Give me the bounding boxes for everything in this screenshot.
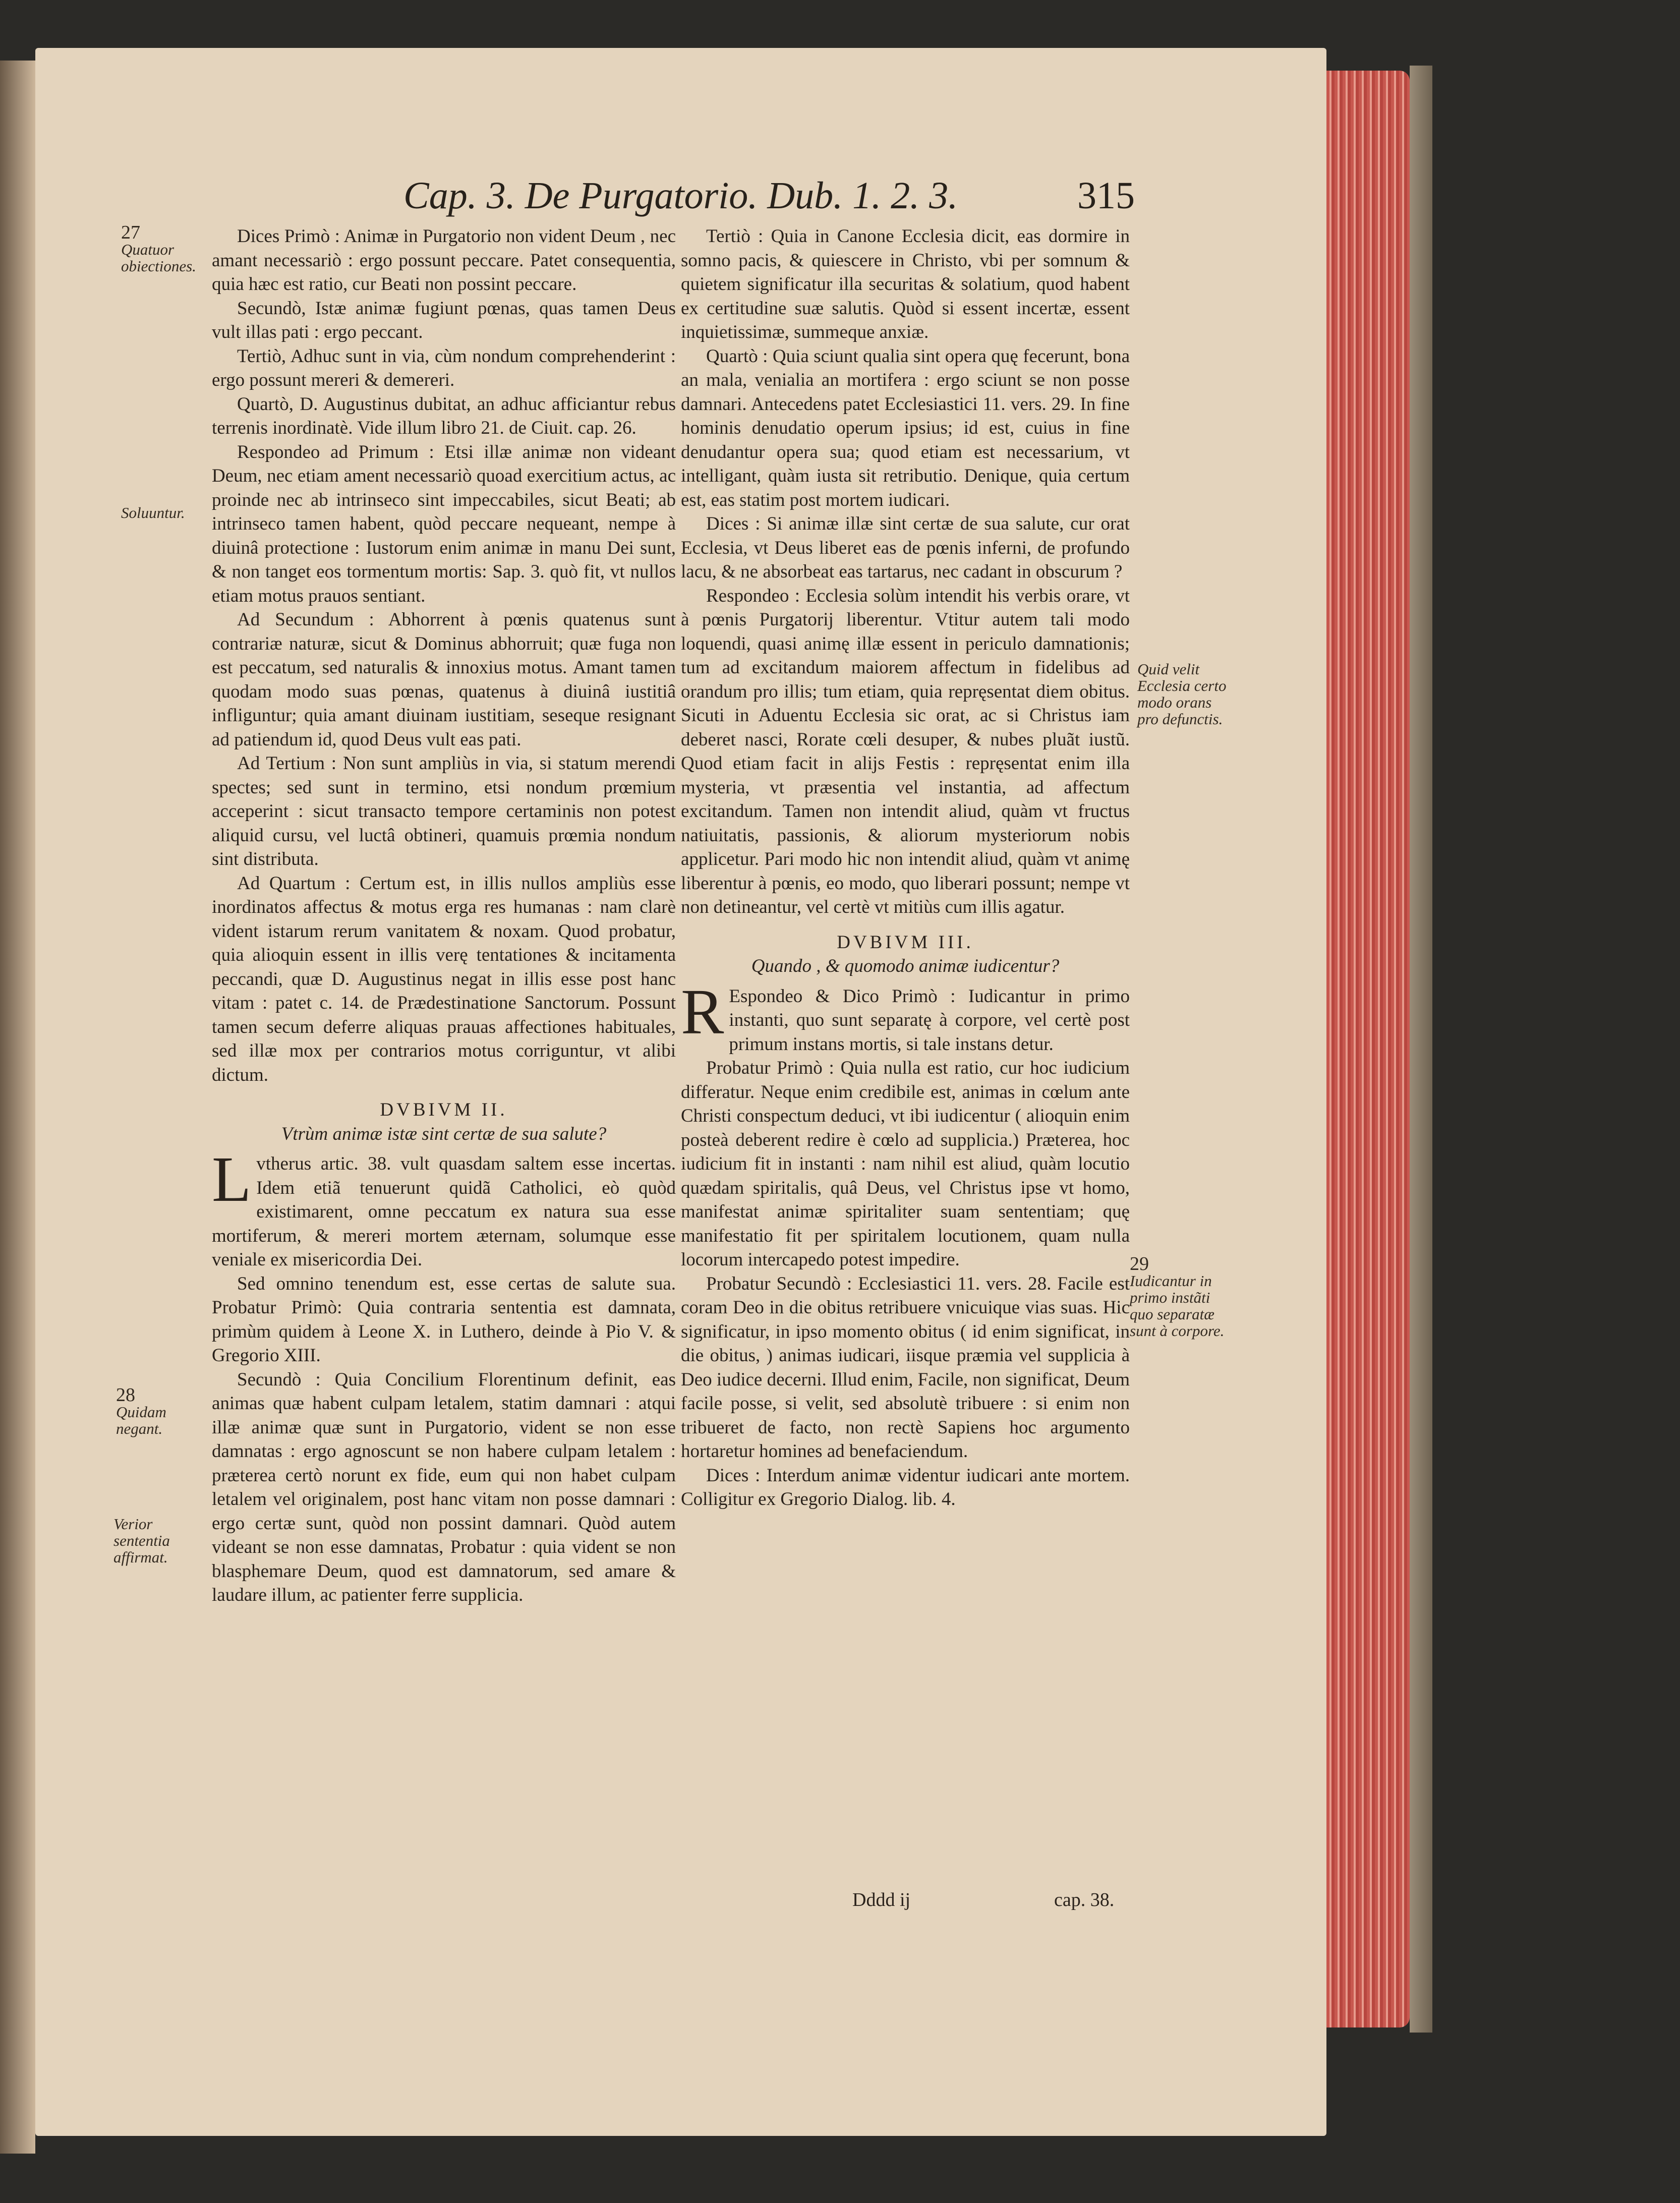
dubium-2-question: Vtrùm animæ istæ sint certæ de sua salute?	[281, 1123, 607, 1144]
paragraph: Tertiò : Quia in Canone Ecclesia dicit, eas dormire in somno pacis, & quiescere in Christo, vbi per somnum & quietem significatur illa securitas & solatium, quod habent ex certitudine suæ salutis. Quòd si essent incertæ, essent inquietissimæ, summeque anxiæ.	[681, 226, 1130, 342]
paragraph: Respondeo : Ecclesia solùm intendit his verbis orare, vt à pœnis Purgatorij liberentur. Vtitur autem tali modo loquendi, quasi animę illæ essent in periculo damnationis; tum ad excitandum maiorem affectum in fidelibus ad orandum pro illis; tum etiam, quia repręsentat diem obitus. Sicuti in Aduentu Ecclesia sic orat, ac si Christus iam deberet nasci, Rorate cœli desuper, & nubes pluãt iustũ. Quod etiam facit in alijs Festis : repręsentat enim illa mysteria, vt præsentia vel instantia, ad affectum excitandum. Tamen non intendit aliud, quàm vt fructus natiuitatis, passionis, & aliorum mysteriorum nobis applicetur. Pari modo hic non intendit aliud, quàm vt animę liberentur à pœnis, eo modo, quo liberari possunt; nempe vt non detineantur, vel certè vt mitiùs cum illis agatur.	[681, 585, 1130, 917]
paragraph: Sed omnino tenendum est, esse certas de salute sua. Probatur Primò: Quia contraria sententia est damnata, primùm quidem à Leone X. in Luthero, deinde à Pio V. & Gregorio XIII.	[212, 1273, 676, 1366]
red-page-edge	[1326, 71, 1410, 2027]
running-header	[403, 174, 1135, 224]
dubium-2-heading: DVBIVM II.	[380, 1099, 508, 1120]
paragraph: Respondeo ad Primum : Etsi illæ animæ non videant Deum, nec etiam ament necessariò quoad exercitium actus, ac proinde nec ab intrinseco sint impeccabiles, sicut Beati; ab intrinseco tamen habent, quòd peccare nequeant, nempe à diuinâ protectione : Iustorum enim animæ in manu Dei sunt, & non tanget eos tormentum mortis: Sap. 3. quò fit, vt nullos etiam motus prauos sentiant.	[212, 441, 676, 606]
margin-note-27	[121, 224, 202, 274]
margin-note-verior	[113, 1516, 204, 1566]
paragraph: Tertiò, Adhuc sunt in via, cùm nondum comprehenderint : ergo possunt mereri & demereri.	[212, 345, 676, 390]
paragraph: Ad Secundum : Abhorrent à pœnis quatenus sunt contrariæ naturæ, sicut & Dominus abhorruit; quæ fuga non est peccatum, sed naturalis & innoxius motus. Amant tamen quodam modo suas pœnas, quatenus à diuinâ iustitiâ infliguntur; quia amant diuinam iustitiam, seseque resignant ad patiendum id, quod Deus vult eas pati.	[212, 609, 676, 750]
dubium-3-heading: DVBIVM III.	[837, 932, 974, 953]
left-page-edge	[0, 61, 35, 2154]
catchword: cap. 38.	[1054, 1889, 1115, 1910]
dubium-2-first-paragraph	[212, 1143, 676, 1272]
margin-text: Verior sententia affirmat.	[113, 1515, 170, 1566]
margin-number: 28	[116, 1384, 135, 1406]
paragraph: Dices : Interdum animæ videntur iudicari ante mortem. Colligitur ex Gregorio Dialog. lib. 4.	[681, 1465, 1130, 1510]
book-board-edge	[1410, 66, 1432, 2033]
paragraph: Dices : Si animæ illæ sint certæ de sua salute, cur orat Ecclesia, vt Deus liberet eas de pœnis inferni, de profundo lacu, & ne absorbeat eas tartarus, nec cadant in obscurum ?	[681, 513, 1130, 582]
dubium-3-question: Quando , & quomodo animæ iudicentur?	[751, 956, 1060, 976]
left-column	[212, 224, 676, 1607]
margin-text: Iudicantur in primo instãti quo separatæ sunt à corpore.	[1130, 1272, 1225, 1340]
margin-text: Soluuntur.	[121, 504, 185, 521]
drop-cap: R	[681, 975, 724, 1048]
margin-note-soluuntur	[121, 504, 207, 521]
margin-number: 27	[121, 222, 140, 243]
page-number: 315	[1077, 175, 1135, 217]
paragraph: Dices Primò : Animæ in Purgatorio non vident Deum , nec amant necessariò : ergo possunt peccare. Patet consequentia, quia hæc est ratio, cur Beati non possint peccare.	[212, 226, 676, 295]
paragraph: Secundò, Istæ animæ fugiunt pœnas, quas tamen Deus vult illas pati : ergo peccant.	[212, 298, 676, 342]
signature-mark: Dddd ij	[852, 1889, 911, 1910]
paragraph: Ad Tertium : Non sunt ampliùs in via, si statum merendi spectes; sed sunt in termino, etsi nondum prœmium acceperint : sicut transacto tempore certaminis non potest aliquid cursu, vel luctâ obtineri, quamuis prœmia nondum sint distributa.	[212, 753, 676, 869]
drop-cap: L	[212, 1143, 252, 1215]
paragraph: Quartò, D. Augustinus dubitat, an adhuc afficiantur rebus terrenis inordinatè. Vide illum libro 21. de Ciuit. cap. 26.	[212, 393, 676, 438]
margin-text: Quatuor obiectiones.	[121, 241, 196, 275]
margin-text: Quid velit Ecclesia certo modo orans pro defunctis.	[1137, 660, 1227, 728]
margin-note-quid-velit	[1137, 661, 1228, 727]
margin-note-29	[1130, 1253, 1226, 1340]
right-column	[681, 224, 1130, 1512]
paragraph: Quartò : Quia sciunt qualia sint opera quę fecerunt, bona an mala, venialia an mortifera : ergo sciunt se non posse damnari. Antecedens patet Ecclesiastici 11. vers. 29. In fine hominis denudatio operum ipsius; id est, cuius in fine denudantur opera sua; quod etiam est necessarium, vt intelligant, quàm iusta sit retributio. Denique, quia certum est, eas statim post mortem iudicari.	[681, 345, 1130, 510]
paragraph-text: vtherus artic. 38. vult quasdam saltem esse incertas. Idem etiã tenuerunt quidã Catholici, eò quòd existimarent, omne peccatum ex natura sua esse mortiferum, & mereri mortem æternam, solumque esse veniale ex misericordia Dei.	[212, 1153, 676, 1270]
dubium-3-first-paragraph	[681, 975, 1130, 1057]
margin-text: Quidam negant.	[116, 1403, 166, 1437]
running-title: Cap. 3. De Purgatorio. Dub. 1. 2. 3.	[403, 175, 958, 217]
margin-number: 29	[1130, 1253, 1149, 1274]
paragraph-text: Espondeo & Dico Primò : Iudicantur in primo instanti, quo sunt separatę à corpore, vel certè post primum instans mortis, si tale instans detur.	[729, 985, 1130, 1055]
paragraph: Probatur Primò : Quia nulla est ratio, cur hoc iudicium differatur. Neque enim credibile est, animas in cœlum ante Christi conspectum deduci, vt ibi iudicentur ( alioquin enim posteà deberent redire è cœlo ad supplicia.) Præterea, hoc iudicium fit in instanti : nam nihil est aliud, quàm locutio quædam spiritalis, quâ Deus, vel Christus ipse vt homo, manifestat animæ spiritaliter suam sententiam; quę manifestatio fit per spiritalem locutionem, quam nulla locorum intercapedo potest impedire.	[681, 1058, 1130, 1270]
paragraph: Secundò : Quia Concilium Florentinum definit, eas animas quæ habent culpam letalem, statim damnari : atqui illæ animæ quæ sunt in Purgatorio, vident se non esse damnatas : ergo agnoscunt se non habere culpam letalem : præterea certò norunt ex fide, eum qui non habet culpam letalem vel originalem, post hanc vitam non posse damnari : ergo certæ sunt, quòd non possint damnari. Quòd autem videant se non esse damnatas, Probatur : quia vident se non blasphemare Deum, quod est damnatorum, sed amare & laudare illum, ac patienter ferre supplicia.	[212, 1369, 676, 1605]
paragraph: Probatur Secundò : Ecclesiastici 11. vers. 28. Facile est coram Deo in die obitus retribuere vnicuique vias suas. Hic significatur, in ipso momento obitus ( id enim significat, in die obitus, ) animas iudicari, iisque præmia vel supplicia à Deo iudice decerni. Illud enim, Facile, non significat, Deum facile posse, si velit, sed absolutè tribuere : si enim non tribueret de facto, non rectè Sapiens hoc argumento hortaretur homines ad benefaciendum.	[681, 1273, 1130, 1462]
margin-note-28	[116, 1384, 192, 1437]
paragraph: Ad Quartum : Certum est, in illis nullos ampliùs esse inordinatos affectus & motus erga res humanas : nam clarè vident istarum rerum vanitatem & noxam. Quod probatur, quia alioquin essent in illis verę tentationes & incitamenta peccandi, quæ D. Augustinus negat in illis esse post hanc vitam : patet c. 14. de Prædestinatione Sanctorum. Possunt tamen secum deferre aliquas prauas affectiones habituales, sed illæ mox per contrarios motus corriguntur, vt alibi dictum.	[212, 873, 676, 1085]
